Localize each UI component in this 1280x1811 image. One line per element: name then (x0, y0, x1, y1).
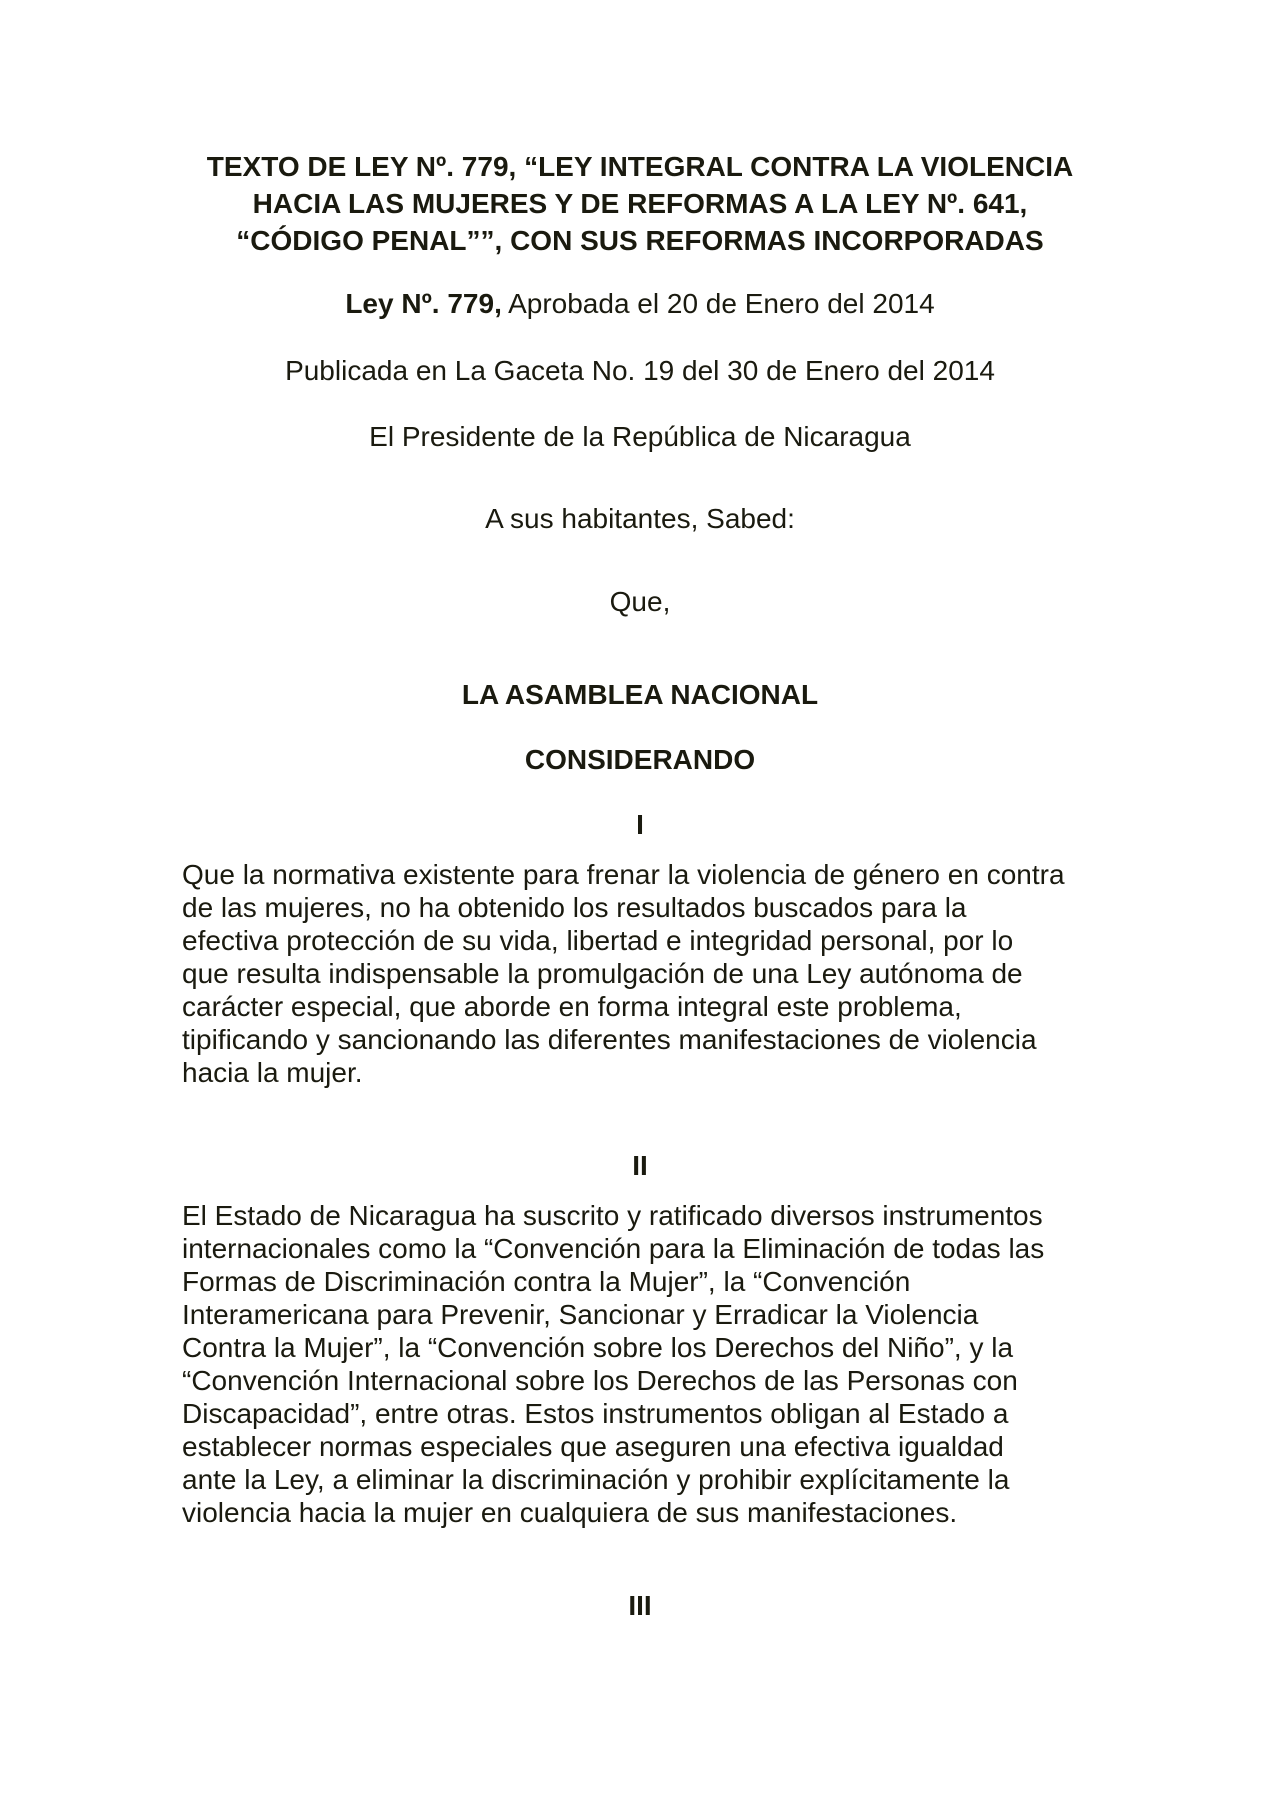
title-line: HACIA LAS MUJERES Y DE REFORMAS A LA LEY Nº. 641, (252, 188, 1028, 219)
paragraph-line: de las mujeres, no ha obtenido los resultados buscados para la (182, 892, 967, 923)
paragraph-line: establecer normas especiales que aseguren una efectiva igualdad (182, 1431, 1004, 1462)
paragraph-line: Interamericana para Prevenir, Sancionar y Erradicar la Violencia (182, 1299, 979, 1330)
paragraph-line: Que la normativa existente para frenar la violencia de género en contra (182, 859, 1065, 890)
paragraph-line: ante la Ley, a eliminar la discriminación y prohibir explícitamente la (182, 1464, 1010, 1495)
paragraph-line: violencia hacia la mujer en cualquiera de sus manifestaciones. (182, 1497, 958, 1528)
law-approval-line (160, 287, 1120, 321)
que-line: Que, (609, 586, 671, 617)
section-paragraph (182, 858, 1122, 1089)
paragraph-line: Formas de Discriminación contra la Mujer”, la “Convención (182, 1266, 911, 1297)
section-paragraph (182, 1199, 1122, 1529)
inhabitants-line: A sus habitantes, Sabed: (485, 503, 795, 534)
title-line: “CÓDIGO PENAL””, CON SUS REFORMAS INCORPORADAS (236, 225, 1044, 256)
document-title (160, 148, 1120, 259)
paragraph-line: internacionales como la “Convención para la Eliminación de todas las (182, 1233, 1045, 1264)
law-number: Ley Nº. 779, (345, 288, 502, 319)
paragraph-line: hacia la mujer. (182, 1057, 363, 1088)
president-line: El Presidente de la República de Nicaragua (369, 421, 911, 452)
paragraph-line: Discapacidad”, entre otras. Estos instrumentos obligan al Estado a (182, 1398, 1009, 1429)
section-numeral: II (632, 1150, 648, 1181)
paragraph-line: efectiva protección de su vida, libertad e integridad personal, por lo (182, 925, 1014, 956)
paragraph-line: Contra la Mujer”, la “Convención sobre los Derechos del Niño”, y la (182, 1332, 1014, 1363)
considerando-heading: CONSIDERANDO (524, 744, 756, 775)
paragraph-line: “Convención Internacional sobre los Derechos de las Personas con (182, 1365, 1018, 1396)
approval-date: Aprobada el 20 de Enero del 2014 (501, 288, 935, 319)
paragraph-line: que resulta indispensable la promulgación de una Ley autónoma de (182, 958, 1023, 989)
section-numeral: III (628, 1590, 652, 1621)
publication-line: Publicada en La Gaceta No. 19 del 30 de Enero del 2014 (285, 355, 995, 386)
section-numeral: I (636, 809, 644, 840)
paragraph-line: tipificando y sancionando las diferentes manifestaciones de violencia (182, 1024, 1037, 1055)
assembly-heading: LA ASAMBLEA NACIONAL (461, 679, 819, 710)
paragraph-line: El Estado de Nicaragua ha suscrito y ratificado diversos instrumentos (182, 1200, 1043, 1231)
title-line: TEXTO DE LEY Nº. 779, “LEY INTEGRAL CONTRA LA VIOLENCIA (206, 151, 1074, 182)
paragraph-line: carácter especial, que aborde en forma integral este problema, (182, 991, 962, 1022)
